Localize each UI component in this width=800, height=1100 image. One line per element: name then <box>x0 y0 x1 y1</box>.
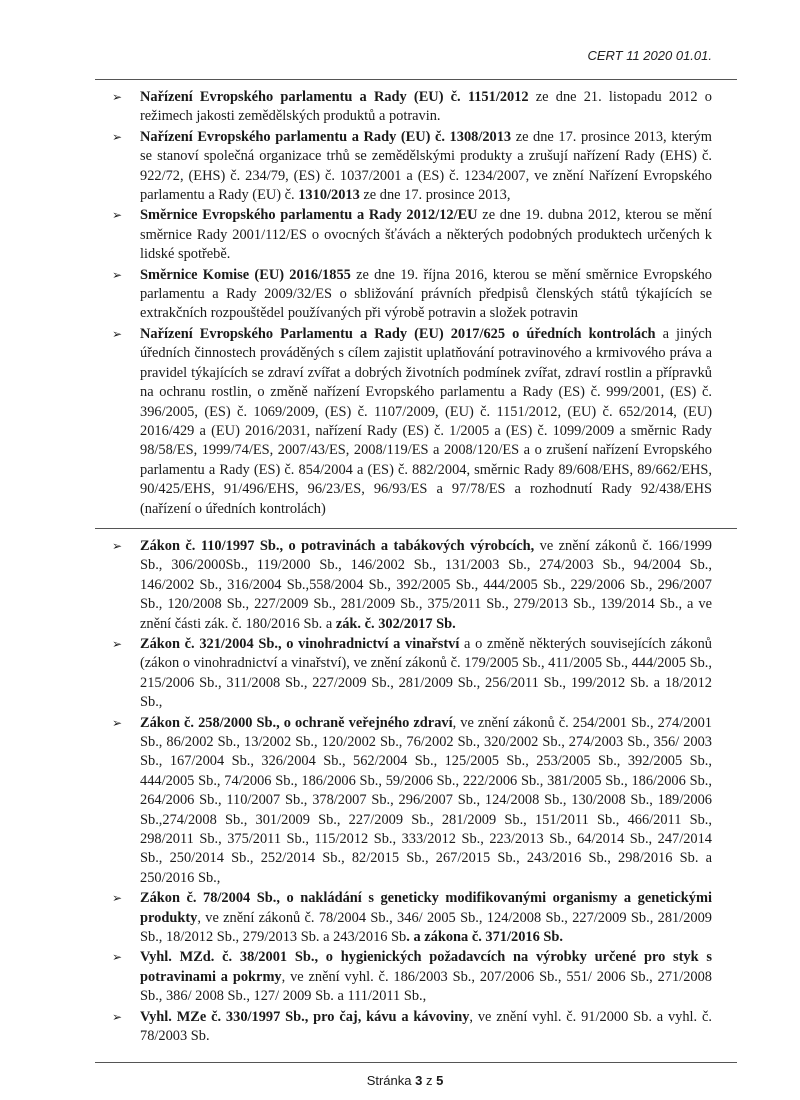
current-page: 3 <box>415 1072 423 1088</box>
page-separator: z <box>422 1072 437 1088</box>
eu-regulations-list <box>108 88 712 520</box>
arrow-bullet-icon: ➢ <box>112 267 123 282</box>
document-code: CERT 11 2020 01.01. <box>587 48 712 63</box>
legislation-title: Nařízení Evropského parlamentu a Rady (EU) č. 1151/2012 <box>140 89 529 105</box>
list-item <box>108 266 712 324</box>
arrow-bullet-icon: ➢ <box>112 129 123 144</box>
list-item <box>108 537 712 634</box>
arrow-bullet-icon: ➢ <box>112 950 123 965</box>
legislation-text: ze dne 17. prosince 2013, kterým se stanoví společná organizace trhů se zemědělskými produkty a zrušují nařízení Rady (EHS) č. 922/72, (EHS) č. 234/79, (ES) č. 1037/2001 a (ES) č. 1234/2007, ve znění Nařízení Evropského parlamentu a Rady (EU) č. <box>140 128 712 204</box>
legislation-title: Směrnice Evropského parlamentu a Rady 2012/12/EU <box>140 207 478 224</box>
page-number <box>0 1073 800 1089</box>
legislation-text: ze dne 17. prosince 2013, <box>359 187 511 204</box>
legislation-title: Zákon č. 78/2004 Sb., o nakládání s geneticky modifikovanými organismy a genetickými produkty <box>140 890 712 926</box>
legislation-text: , ve znění zákonů č. 78/2004 Sb., 346/ 2005 Sb., 124/2008 Sb., 227/2009 Sb., 281/2009 Sb., 18/2012 Sb., 279/2013 Sb. a 243/2016 Sb <box>140 909 712 946</box>
arrow-bullet-icon: ➢ <box>112 715 123 730</box>
list-item <box>108 948 712 1006</box>
section-divider <box>95 528 737 529</box>
list-item <box>108 88 712 127</box>
legislation-title: 1310/2013 <box>298 187 360 204</box>
legislation-text: ze dne 19. dubna 2012, kterou se mění směrnice Rady 2001/112/ES o ovocných šťávách a některých podobných produktech určených k lidské spotřebě. <box>140 207 712 263</box>
page-prefix: Stránka <box>366 1072 416 1088</box>
legislation-text: , ve znění vyhl. č. 186/2003 Sb., 207/2006 Sb., 551/ 2006 Sb., 271/2008 Sb., 386/ 2008 Sb., 127/ 2009 Sb. a 111/2011 Sb., <box>140 968 712 1005</box>
legislation-text: a jiných úředních činnostech prováděných s cílem zajistit uplatňování potravinového a krmivového práva a pravidel týkajících se zdraví zvířat a dobrých životních podmínek zvířat, zdraví rostlin a přípravků na ochranu rostlin, o změně nařízení Evropského parlamentu a Rady (ES) č. 999/2001, (ES) č. 396/2005, (ES) č. 1069/2009, (ES) č. 1107/2009, (EU) č. 1151/2012, (EU) č. 652/2014, (EU) 2016/429 a (EU) 2016/2031, nařízení Rady (ES) č. 1/2005 a (ES) č. 1099/2009 a směrnic Rady 98/58/ES, 1999/74/ES, 2007/43/ES, 2008/119/ES a 2008/120/ES a o zrušení nařízení Evropského parlamentu a Rady (ES) č. 854/2004 a (ES) č. 882/2004, směrnic Rady 89/608/EHS, 89/662/EHS, 90/425/EHS, 91/496/EHS, 96/23/ES, 96/93/ES a 97/78/ES a rozhodnutí Rady 92/438/EHS (nařízení o úředních kontrolách) <box>140 325 712 517</box>
list-item <box>108 889 712 947</box>
legislation-text: , ve znění vyhl. č. 91/2000 Sb. a vyhl. č. 78/2003 Sb. <box>140 1008 712 1045</box>
arrow-bullet-icon: ➢ <box>112 1009 123 1024</box>
total-pages: 5 <box>436 1072 444 1088</box>
arrow-bullet-icon: ➢ <box>112 326 123 341</box>
legislation-title: Směrnice Komise (EU) 2016/1855 <box>140 266 351 283</box>
legislation-title: . a zákona č. 371/2016 Sb. <box>406 929 563 946</box>
legislation-title: Vyhl. MZd. č. 38/2001 Sb., o hygienických požadavcích na výrobky určené pro styk s potravinami a pokrmy <box>140 949 712 985</box>
czech-laws-list <box>108 537 712 1048</box>
arrow-bullet-icon: ➢ <box>112 636 123 651</box>
list-item <box>108 635 712 713</box>
list-item <box>108 325 712 519</box>
legislation-title: Nařízení Evropského parlamentu a Rady (EU) č. 1308/2013 <box>140 128 512 145</box>
header-divider <box>95 79 737 80</box>
legislation-title: Vyhl. MZe č. 330/1997 Sb., pro čaj, kávu a kávoviny <box>140 1008 470 1025</box>
legislation-title: Zákon č. 258/2000 Sb., o ochraně veřejného zdraví <box>140 714 453 731</box>
footer-divider <box>95 1062 737 1063</box>
arrow-bullet-icon: ➢ <box>112 208 123 223</box>
legislation-text: ze dne 19. října 2016, kterou se mění směrnice Evropského parlamentu a Rady 2009/32/ES o sbližování právních předpisů členských států týkajících se extrakčních rozpouštědel používaných při výrobě potravin a složek potravin <box>140 266 712 322</box>
legislation-title: Nařízení Evropského Parlamentu a Rady (EU) 2017/625 o úředních kontrolách <box>140 325 656 342</box>
arrow-bullet-icon: ➢ <box>112 90 123 104</box>
legislation-text: ve znění zákonů č. 166/1999 Sb., 306/2000Sb., 119/2000 Sb., 146/2002 Sb., 131/2003 Sb., 274/2003 Sb., 94/2004 Sb., 146/2002 Sb., 316/2004 Sb.,558/2004 Sb., 392/2005 Sb., 444/2005 Sb., 229/2006 Sb., 296/2007 Sb., 120/2008 Sb., 227/2009 Sb., 281/2009 Sb., 375/2011 Sb., 279/2013 Sb., 139/2014 Sb., a ve znění části zák. č. 180/2016 Sb. a <box>140 537 713 632</box>
list-item <box>108 1008 712 1047</box>
arrow-bullet-icon: ➢ <box>112 891 123 906</box>
legislation-title: Zákon č. 110/1997 Sb., o potravinách a tabákových výrobcích, <box>140 537 535 554</box>
list-item <box>108 714 712 889</box>
arrow-bullet-icon: ➢ <box>112 538 123 553</box>
legislation-text: a o změně některých souvisejících zákonů (zákon o vinohradnictví a vinařství), ve znění zákonů č. 179/2005 Sb., 411/2005 Sb., 444/2005 Sb., 215/2006 Sb., 311/2008 Sb., 227/2009 Sb., 281/2009 Sb., 256/2011 Sb., 199/2012 Sb. a 18/2012 Sb., <box>140 635 712 711</box>
legislation-text: ze dne 21. listopadu 2012 o režimech jakosti zemědělských produktů a potravin. <box>140 89 712 125</box>
list-item <box>108 128 712 206</box>
legislation-title: Zákon č. 321/2004 Sb., o vinohradnictví a vinařství <box>140 635 460 652</box>
list-item <box>108 206 712 264</box>
legislation-text: , ve znění zákonů č. 254/2001 Sb., 274/2001 Sb., 86/2002 Sb., 13/2002 Sb., 120/2002 Sb., 76/2002 Sb., 320/2002 Sb., 274/2003 Sb., 356/ 2003 Sb., 167/2004 Sb., 326/2004 Sb., 562/2004 Sb., 125/2005 Sb., 253/2005 Sb., 392/2005 Sb., 444/2005 Sb., 74/2006 Sb., 186/2006 Sb., 59/2006 Sb., 222/2006 Sb., 381/2005 Sb., 186/2006 Sb., 264/2006 Sb., 110/2007 Sb., 378/2007 Sb., 296/2007 Sb., 124/2008 Sb., 130/2008 Sb., 189/2006 Sb.,274/2008 Sb., 301/2009 Sb., 227/2009 Sb., 281/2009 Sb., 151/2011 Sb., 466/2011 Sb., 298/2011 Sb., 375/2011 Sb., 115/2012 Sb., 333/2012 Sb., 223/2013 Sb., 64/2014 Sb., 247/2014 Sb., 250/2014 Sb., 252/2014 Sb., 82/2015 Sb., 267/2015 Sb., 243/2016 Sb., 298/2016 Sb. a 250/2016 Sb., <box>140 714 712 886</box>
legislation-title: zák. č. 302/2017 Sb. <box>335 615 456 632</box>
